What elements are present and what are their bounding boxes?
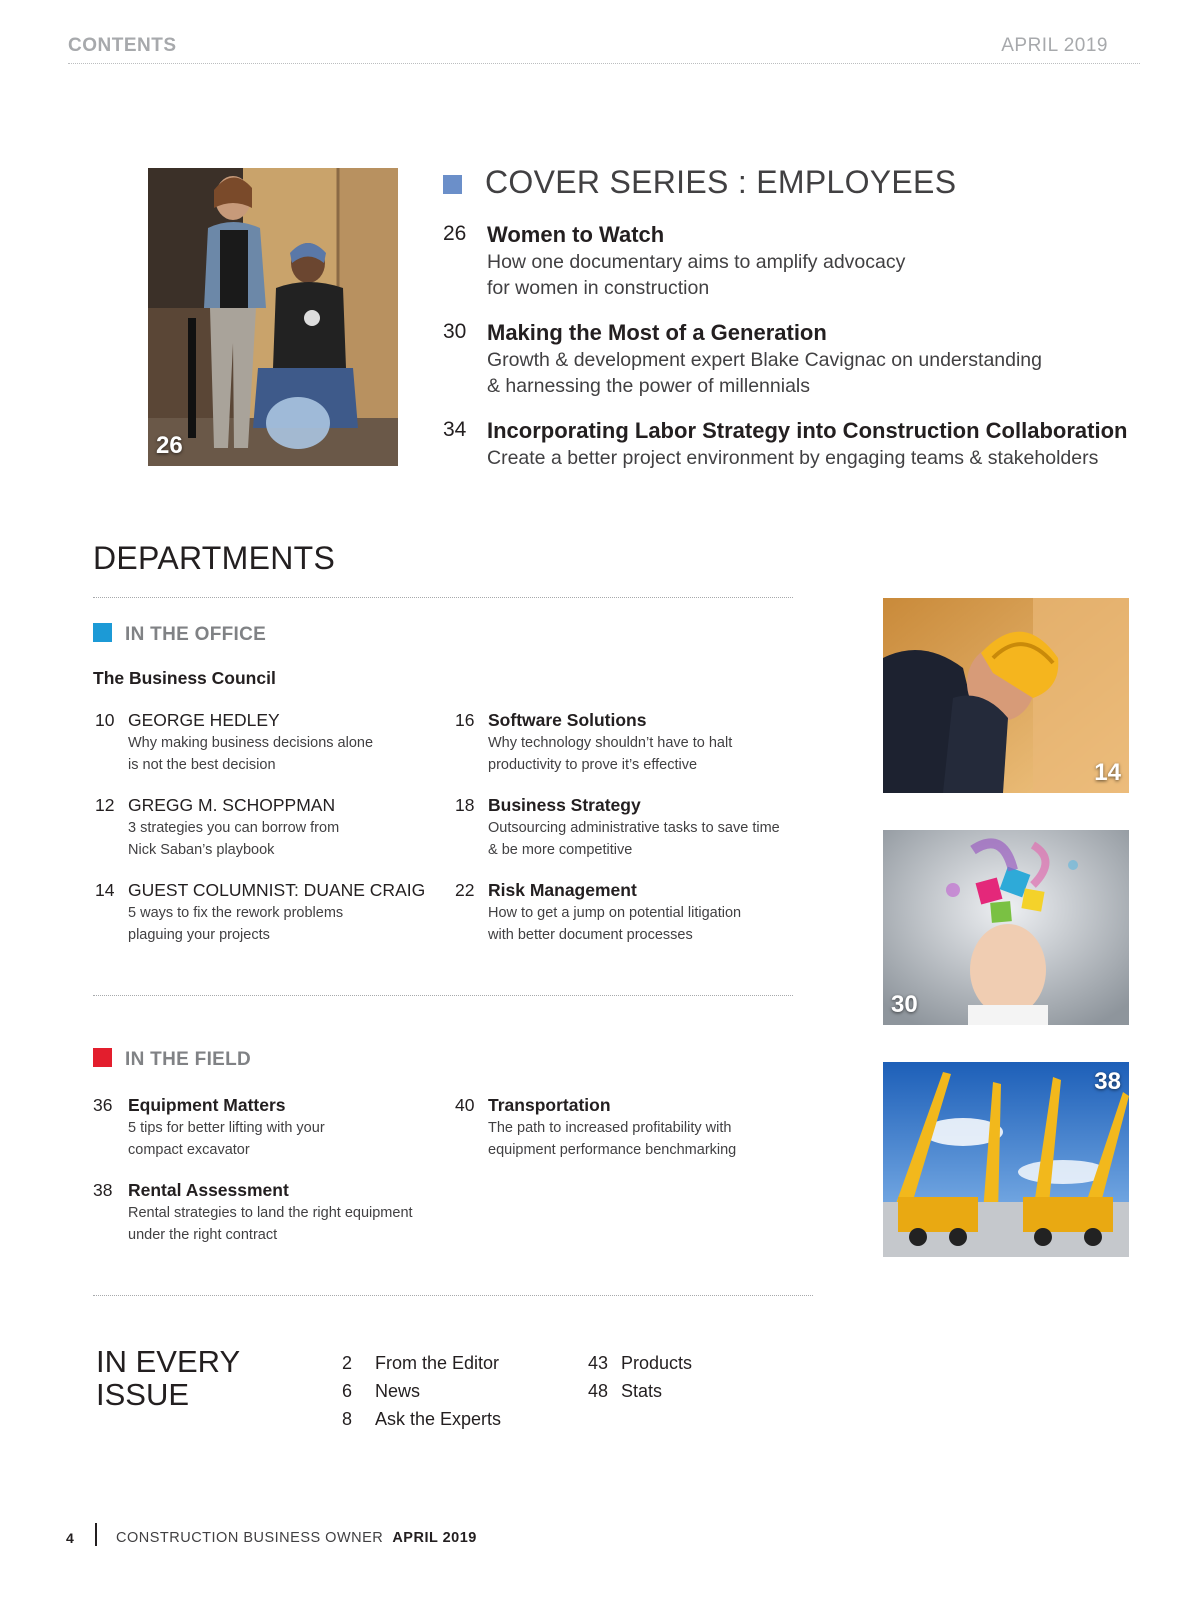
page-number: 26 (443, 222, 467, 245)
desc-line: productivity to prove it’s effective (488, 756, 698, 773)
desc-line: 5 tips for better lifting with your (128, 1120, 325, 1136)
millennial-photo-image (883, 830, 1129, 1025)
story-description (487, 249, 1127, 301)
page-number: 40 (455, 1095, 475, 1115)
page-number: 14 (95, 880, 115, 900)
item-title: Rental Assessment (128, 1180, 289, 1200)
department-item[interactable] (455, 880, 795, 948)
desc-line: Nick Saban’s playbook (128, 841, 275, 858)
story-title: Women to Watch (487, 222, 665, 247)
footer-publication (116, 1530, 477, 1546)
item-title: Business Strategy (488, 795, 641, 815)
hardhat-photo-image (883, 598, 1129, 793)
desc-line: Outsourcing administrative tasks to save time (488, 820, 780, 836)
item-description (128, 1203, 428, 1246)
heading-line: IN EVERY (96, 1344, 241, 1379)
story-title: Incorporating Labor Strategy into Construction Collaboration (487, 418, 1128, 443)
item-title: GUEST COLUMNIST: DUANE CRAIG (128, 880, 426, 900)
item-title: News (375, 1381, 421, 1401)
department-item[interactable] (95, 795, 435, 863)
department-photo-millennial[interactable] (883, 830, 1129, 1025)
publication-name: CONSTRUCTION BUSINESS OWNER (116, 1530, 384, 1546)
item-description (488, 903, 788, 946)
page-number: 6 (342, 1381, 353, 1401)
item-title: Stats (621, 1381, 663, 1401)
issue-item[interactable] (342, 1353, 499, 1374)
business-council-heading: The Business Council (93, 668, 276, 688)
page-number-footer: 4 (66, 1530, 74, 1546)
header-divider (68, 63, 1140, 64)
desc-line: for women in construction (487, 277, 710, 299)
desc-line: 5 ways to fix the rework problems (128, 905, 344, 921)
department-item[interactable] (455, 1095, 795, 1163)
page-number: 10 (95, 710, 115, 730)
item-description (128, 733, 428, 776)
desc-line: & harnessing the power of millennials (487, 375, 811, 397)
issue-item[interactable] (342, 1409, 501, 1430)
section-divider (93, 1295, 813, 1296)
item-title: GEORGE HEDLEY (128, 710, 280, 730)
department-item[interactable] (95, 880, 435, 948)
cover-photo[interactable] (148, 168, 398, 466)
issue-date: APRIL 2019 (1001, 35, 1108, 56)
item-description (128, 903, 428, 946)
desc-line: The path to increased profitability with (488, 1120, 732, 1136)
item-title: Risk Management (488, 880, 637, 900)
item-title: GREGG M. SCHOPPMAN (128, 795, 336, 815)
item-title: Transportation (488, 1095, 611, 1115)
department-item[interactable] (93, 1095, 433, 1163)
item-description (488, 733, 788, 776)
cranes-photo-image (883, 1062, 1129, 1257)
item-title: Software Solutions (488, 710, 647, 730)
cover-photo-page-number: 26 (156, 432, 183, 459)
story-description (487, 347, 1127, 399)
office-label: IN THE OFFICE (125, 624, 267, 645)
in-every-issue-heading (96, 1345, 256, 1411)
page-number: 12 (95, 795, 115, 815)
field-marker (93, 1048, 112, 1067)
page-number: 30 (443, 320, 467, 343)
department-item[interactable] (455, 795, 795, 863)
desc-line: is not the best decision (128, 756, 276, 773)
desc-line: How to get a jump on potential litigation (488, 905, 742, 921)
issue-item[interactable] (342, 1381, 420, 1402)
page-number: 2 (342, 1353, 353, 1373)
desc-line: 3 strategies you can borrow from (128, 820, 340, 836)
footer-divider (95, 1523, 97, 1546)
desc-line: equipment performance benchmarking (488, 1141, 737, 1158)
millennial-photo-page-number: 30 (891, 991, 918, 1018)
item-description (488, 1118, 788, 1161)
desc-line: Why making business decisions alone (128, 735, 374, 751)
desc-line: plaguing your projects (128, 926, 270, 943)
cover-photo-image (148, 168, 398, 466)
desc-line: under the right contract (128, 1226, 278, 1243)
desc-line: & be more competitive (488, 841, 633, 858)
section-title: CONTENTS (68, 35, 177, 56)
item-description (128, 1118, 428, 1161)
hardhat-photo-page-number: 14 (1094, 759, 1121, 786)
cover-story[interactable] (443, 320, 1143, 395)
item-title: Products (621, 1353, 693, 1373)
page-number: 34 (443, 418, 467, 441)
issue-item[interactable] (588, 1381, 662, 1402)
cover-story[interactable] (443, 418, 1143, 473)
department-item[interactable] (95, 710, 435, 778)
footer-issue-date: APRIL 2019 (392, 1530, 477, 1546)
item-title: Equipment Matters (128, 1095, 286, 1115)
page-number: 8 (342, 1409, 353, 1429)
desc-line: How one documentary aims to amplify advocacy (487, 251, 906, 273)
field-label: IN THE FIELD (125, 1049, 252, 1070)
cover-series-heading: COVER SERIES : EMPLOYEES (485, 164, 957, 200)
item-title: From the Editor (375, 1353, 500, 1373)
department-item[interactable] (93, 1180, 433, 1248)
department-item[interactable] (455, 710, 795, 778)
issue-item[interactable] (588, 1353, 692, 1374)
item-description (488, 818, 788, 861)
page-number: 43 (588, 1353, 609, 1373)
page-number: 38 (93, 1180, 113, 1200)
page-number: 16 (455, 710, 475, 730)
department-photo-hardhat[interactable] (883, 598, 1129, 793)
desc-line: Why technology shouldn’t have to halt (488, 735, 733, 751)
section-divider (93, 995, 793, 996)
desc-line: Growth & development expert Blake Cavignac on understanding (487, 349, 1042, 371)
desc-line: Rental strategies to land the right equipment (128, 1205, 413, 1221)
departments-divider (93, 597, 793, 598)
cover-story[interactable] (443, 222, 1143, 297)
cover-series-marker (443, 175, 462, 194)
desc-line: compact excavator (128, 1141, 250, 1158)
page-number: 18 (455, 795, 475, 815)
page-number: 36 (93, 1095, 113, 1115)
departments-heading: DEPARTMENTS (93, 540, 336, 576)
story-title: Making the Most of a Generation (487, 320, 827, 345)
cranes-photo-page-number: 38 (1094, 1068, 1121, 1095)
desc-line: with better document processes (488, 926, 693, 943)
story-description: Create a better project environment by engaging teams & stakeholders (487, 447, 1099, 469)
item-description (128, 818, 428, 861)
page-number: 48 (588, 1381, 609, 1401)
department-photo-cranes[interactable] (883, 1062, 1129, 1257)
office-marker (93, 623, 112, 642)
page-number: 22 (455, 880, 475, 900)
heading-line: ISSUE (96, 1377, 190, 1412)
item-title: Ask the Experts (375, 1409, 502, 1429)
